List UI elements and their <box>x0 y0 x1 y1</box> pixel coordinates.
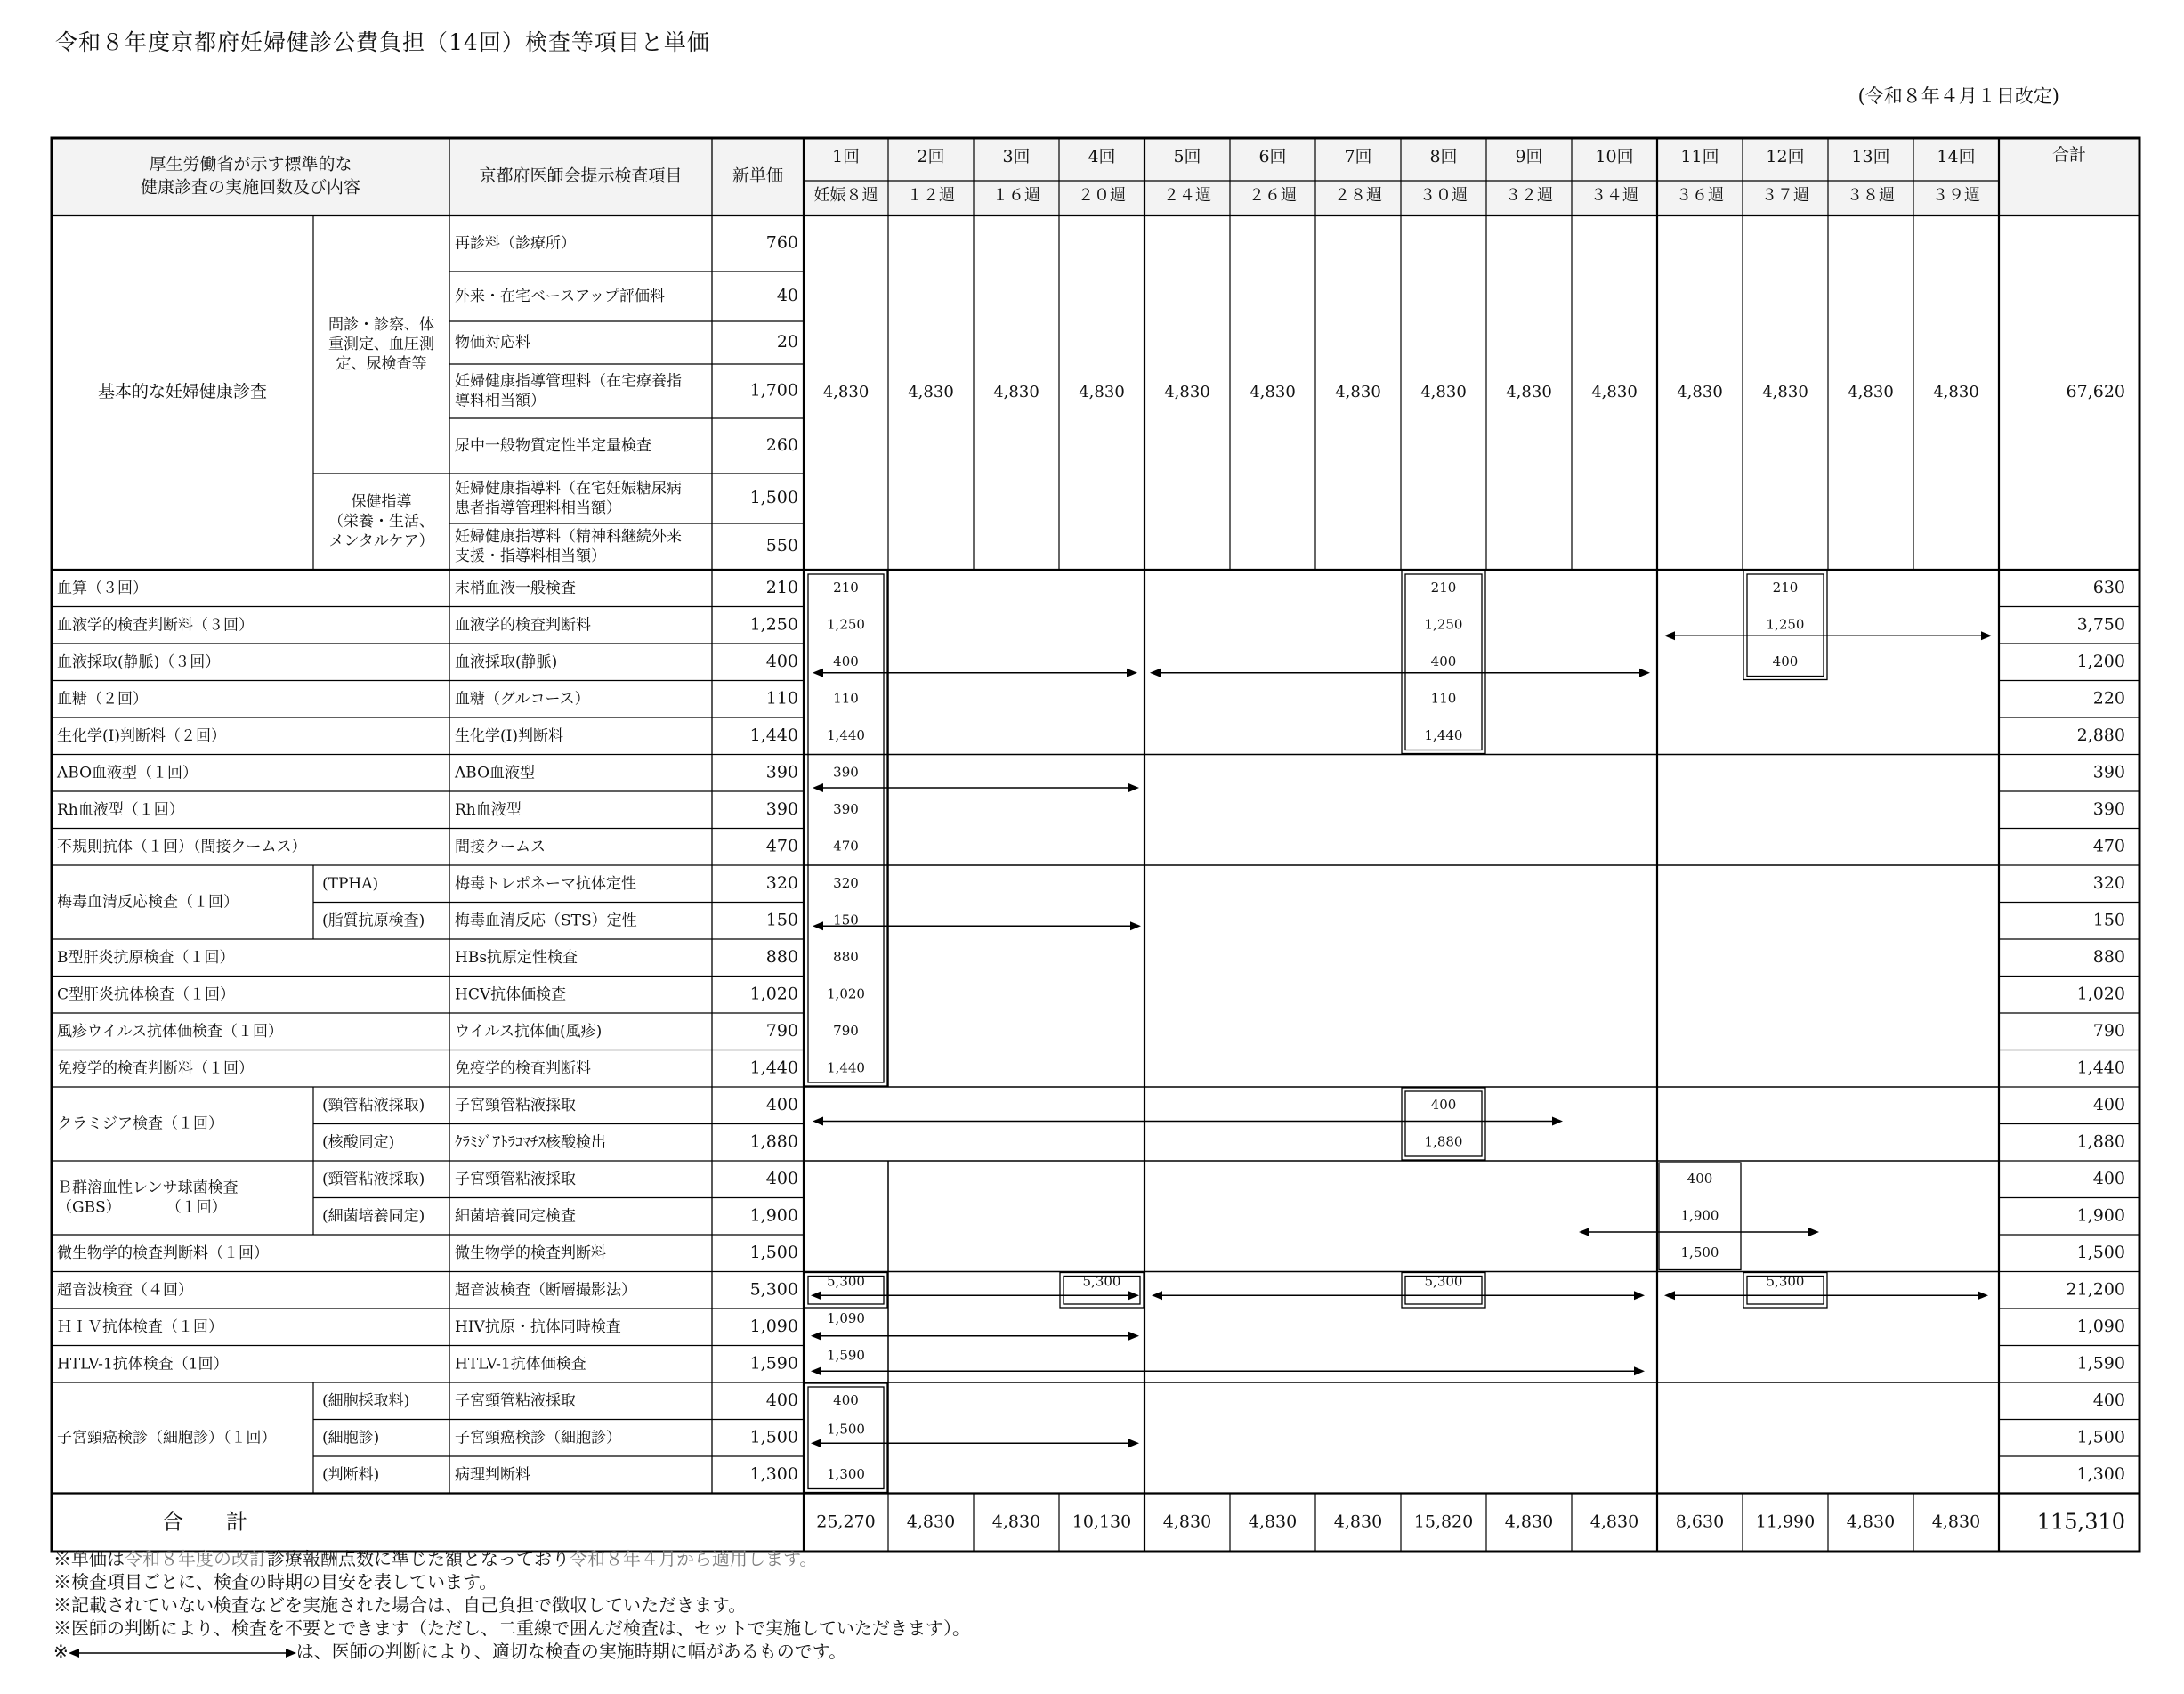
row-sub-label: (核酸同定) <box>322 1132 395 1151</box>
visit-cell-value: 1,250 <box>1766 616 1805 633</box>
row-sub-label: (細胞採取料) <box>322 1391 410 1410</box>
header-total: 合計 <box>2051 145 2087 165</box>
set-box-inner <box>808 574 884 1082</box>
row-total: 1,440 <box>2076 1058 2125 1078</box>
row-item: 血液学的検査判断料 <box>455 615 591 634</box>
header-week-2: １２週 <box>907 186 955 205</box>
visit-cell-value: 470 <box>833 838 859 855</box>
arrow-head-right <box>1127 669 1137 677</box>
row-price: 110 <box>765 688 798 709</box>
visit-cell-value: 1,250 <box>1424 616 1463 633</box>
basic-item-price: 260 <box>765 435 798 455</box>
visit-cell-value: 5,300 <box>1766 1273 1805 1290</box>
row-price: 470 <box>765 836 798 856</box>
arrow-head-right <box>1634 1291 1645 1300</box>
row-total: 2,880 <box>2076 725 2125 745</box>
sum-visit-12: 11,990 <box>1755 1512 1816 1532</box>
visit-cell-value: 390 <box>833 764 859 781</box>
row-price: 1,900 <box>749 1205 798 1226</box>
row-price: 1,500 <box>749 1242 798 1262</box>
sum-visit-10: 4,830 <box>1589 1512 1639 1532</box>
row-item: 細菌培養同定検査 <box>455 1206 576 1225</box>
row-sub-label: (判断料) <box>322 1465 380 1484</box>
row-price: 5,300 <box>749 1279 798 1300</box>
visit-cell-value: 400 <box>833 652 859 669</box>
row-item: 病理判断料 <box>455 1465 530 1484</box>
row-item: 血糖（グルコース） <box>455 689 590 708</box>
row-label: Rh血液型（１回） <box>57 800 184 819</box>
revision-date: (令和８年４月１日改定) <box>1857 85 2059 107</box>
sum-visit-5: 4,830 <box>1162 1512 1212 1532</box>
sum-visit-13: 4,830 <box>1846 1512 1896 1532</box>
note-5 <box>53 1640 970 1663</box>
page-title: 令和８年度京都府妊婦健診公費負担（14回）検査等項目と単価 <box>55 29 710 55</box>
row-price: 790 <box>765 1020 798 1041</box>
header-visit-11: 11回 <box>1680 147 1719 166</box>
row-total: 880 <box>2092 946 2125 967</box>
sum-visit-14: 4,830 <box>1931 1512 1981 1532</box>
sum-total: 115,310 <box>2036 1508 2125 1534</box>
row-total: 1,020 <box>2076 984 2125 1004</box>
basic-item-price: 1,700 <box>749 380 798 401</box>
basic-visit-value-6: 4,830 <box>1250 383 1296 401</box>
visit-cell-value: 150 <box>833 912 859 928</box>
header-week-6: ２６週 <box>1249 186 1297 205</box>
arrow-head-right <box>1978 1291 1988 1300</box>
header-visit-2: 2回 <box>917 147 945 166</box>
row-price: 320 <box>765 872 798 893</box>
visit-cell-value: 1,900 <box>1680 1207 1719 1224</box>
arrow-head-right <box>1634 1366 1645 1375</box>
row-item: 子宮頸管粘液採取 <box>455 1096 576 1114</box>
header-week-1: 妊娠８週 <box>813 186 878 205</box>
arrow-head-left <box>811 1291 821 1300</box>
visit-cell-value: 110 <box>833 690 859 707</box>
sum-visit-4: 10,130 <box>1072 1512 1132 1532</box>
visit-cell-value: 1,500 <box>1680 1244 1719 1260</box>
row-total: 630 <box>2092 577 2125 597</box>
arrow-head-left <box>813 669 823 677</box>
header-week-14: ３９週 <box>1932 186 1980 205</box>
row-item: HBs抗原定性検査 <box>455 948 578 967</box>
header-visit-3: 3回 <box>1002 147 1031 166</box>
row-price: 150 <box>765 910 798 930</box>
sum-visit-1: 25,270 <box>816 1512 876 1532</box>
visit-cell-value: 790 <box>833 1022 859 1039</box>
row-price: 1,500 <box>749 1427 798 1447</box>
header-visit-6: 6回 <box>1258 147 1287 166</box>
row-total: 390 <box>2092 798 2125 819</box>
basic-item-name: 再診料（診療所） <box>455 234 576 252</box>
row-sub-label: (頸管粘液採取) <box>322 1170 425 1188</box>
visit-cell-value: 880 <box>833 948 859 965</box>
row-label: クラミジア検査（１回） <box>57 1114 223 1132</box>
basic-item-price: 760 <box>765 232 798 253</box>
row-price: 390 <box>765 798 798 819</box>
header-price: 新単価 <box>732 166 784 186</box>
arrow-head-right <box>1130 921 1141 930</box>
arrow-head-right <box>1552 1117 1563 1126</box>
basic-visit-value-11: 4,830 <box>1677 383 1723 401</box>
sum-visit-8: 15,820 <box>1413 1512 1474 1532</box>
arrow-head-right <box>1128 1332 1139 1341</box>
header-week-9: ３２週 <box>1505 186 1553 205</box>
row-total: 400 <box>2092 1390 2125 1410</box>
row-item: 超音波検査（断層撮影法） <box>455 1280 636 1299</box>
row-sub-label: (脂質抗原検査) <box>322 911 425 929</box>
visit-cell-value: 400 <box>1430 652 1457 669</box>
row-price: 1,090 <box>749 1316 798 1336</box>
row-item: HCV抗体価検査 <box>455 985 567 1003</box>
sum-label: 合 計 <box>162 1508 247 1534</box>
header-visit-7: 7回 <box>1344 147 1372 166</box>
row-total: 1,590 <box>2076 1353 2125 1374</box>
visit-cell-value: 210 <box>1772 579 1799 596</box>
arrow-head-right <box>1128 1439 1139 1447</box>
row-label: HTLV-1抗体検査（1回） <box>57 1354 229 1373</box>
row-item: 血液採取(静脈) <box>455 652 558 671</box>
basic-visit-value-9: 4,830 <box>1506 383 1552 401</box>
arrow-head-left <box>1664 1291 1675 1300</box>
header-visit-13: 13回 <box>1851 147 1890 166</box>
header-week-7: ２８週 <box>1334 186 1382 205</box>
basic-item-price: 1,500 <box>749 488 798 507</box>
visit-cell-value: 1,300 <box>827 1465 865 1482</box>
row-price: 1,440 <box>749 1058 798 1078</box>
basic-item-name: 妊婦健康指導管理料（在宅療養指導料相当額） <box>455 372 682 409</box>
header-week-3: １６週 <box>992 186 1040 205</box>
visit-cell-value: 210 <box>833 579 859 596</box>
row-label: ＨＩＶ抗体検査（１回） <box>57 1317 223 1336</box>
row-price: 1,440 <box>749 725 798 745</box>
footnotes <box>53 1547 970 1663</box>
header-week-11: ３６週 <box>1676 186 1724 205</box>
header-mhlw-items: 厚生労働省が示す標準的な健康診査の実施回数及び内容 <box>140 154 361 198</box>
visit-cell-value: 1,590 <box>827 1347 865 1364</box>
header-visit-10: 10回 <box>1595 147 1634 166</box>
row-total: 1,200 <box>2076 651 2125 671</box>
row-label: 子宮頸癌検診（細胞診）（１回） <box>57 1428 277 1447</box>
visit-cell-value: 1,440 <box>827 1059 865 1076</box>
row-price: 1,590 <box>749 1353 798 1374</box>
row-total: 1,090 <box>2076 1316 2125 1336</box>
visit-cell-value: 1,020 <box>827 985 865 1002</box>
row-label: 免疫学的検査判断料（１回） <box>57 1058 254 1077</box>
arrow-head-right <box>1128 783 1139 792</box>
arrow-head-right <box>1639 669 1650 677</box>
range-arrow-legend-icon <box>69 1649 296 1658</box>
visit-cell-value: 1,440 <box>827 726 865 743</box>
basic-visit-value-4: 4,830 <box>1079 383 1125 401</box>
visit-cell-value: 390 <box>833 800 859 817</box>
sum-visit-3: 4,830 <box>991 1512 1041 1532</box>
basic-item-name: 妊婦健康指導料（精神科継続外来支援・指導料相当額） <box>455 527 682 565</box>
basic-exam-label: 基本的な妊婦健康診査 <box>97 382 268 401</box>
row-sub-label: (細菌培養同定) <box>322 1206 425 1225</box>
basic-item-name: 妊婦健康指導料（在宅妊娠糖尿病患者指導管理料相当額） <box>455 479 682 517</box>
row-label: 超音波検査（４回） <box>57 1280 193 1299</box>
note-1-c: 診療報酬点数に準じた額となっており <box>267 1548 570 1569</box>
row-price: 390 <box>765 762 798 782</box>
header-week-12: ３７週 <box>1761 186 1809 205</box>
row-item: ウイルス抗体価(風疹) <box>455 1022 603 1041</box>
row-price: 400 <box>765 1168 798 1188</box>
visit-cell-value: 5,300 <box>1082 1273 1121 1290</box>
row-total: 400 <box>2092 1168 2125 1188</box>
row-label: 血液学的検査判断料（３回） <box>57 615 254 634</box>
visit-cell-value: 400 <box>1430 1096 1457 1113</box>
note-1-b: 令和８年度の改訂 <box>125 1548 267 1569</box>
row-total: 390 <box>2092 762 2125 782</box>
header-visit-1: 1回 <box>831 147 861 166</box>
note-1-d: 令和８年４月から適用します。 <box>570 1548 818 1569</box>
row-item: 子宮頸管粘液採取 <box>455 1170 576 1188</box>
arrow-head-right <box>1808 1228 1819 1236</box>
row-total: 470 <box>2092 836 2125 856</box>
note-5-a: ※ <box>53 1641 69 1662</box>
header-week-10: ３４週 <box>1590 186 1638 205</box>
header-visit-5: 5回 <box>1173 147 1201 166</box>
row-label: 不規則抗体（１回）（間接クームス） <box>57 837 307 855</box>
arrow-head-right <box>1981 631 1992 640</box>
sum-visit-9: 4,830 <box>1504 1512 1554 1532</box>
arrow-head-left <box>1150 669 1161 677</box>
arrow-head-right <box>1128 1291 1139 1300</box>
basic-item-price: 550 <box>765 536 798 555</box>
sum-visit-7: 4,830 <box>1333 1512 1383 1532</box>
note-1-a: ※単価は <box>53 1548 125 1569</box>
row-label: 血算（３回） <box>57 579 148 597</box>
row-total: 1,300 <box>2076 1463 2125 1484</box>
row-label: Ｂ群溶血性レンサ球菌検査（GBS） （１回） <box>57 1179 239 1216</box>
visit-cell-value: 110 <box>1430 690 1457 707</box>
note-5-b: は、医師の判断により、適切な検査の実施時期に幅があるものです。 <box>295 1641 847 1662</box>
visit-cell-value: 400 <box>833 1391 859 1408</box>
basic-visit-value-2: 4,830 <box>908 383 954 401</box>
row-item: Rh血液型 <box>455 800 522 819</box>
row-item: 子宮頸癌検診（細胞診） <box>455 1428 621 1447</box>
row-item: 梅毒血清反応（STS）定性 <box>455 911 637 929</box>
row-price: 880 <box>765 946 798 967</box>
row-total: 790 <box>2092 1020 2125 1041</box>
arrow-head-left <box>1152 1291 1162 1300</box>
row-item: ｸﾗﾐｼﾞｱﾄﾗｺﾏﾁｽ核酸検出 <box>455 1132 606 1151</box>
header-week-13: ３８週 <box>1847 186 1895 205</box>
row-price: 1,020 <box>749 984 798 1004</box>
header-kyoto-items: 京都府医師会提示検査項目 <box>479 166 683 186</box>
visit-cell-value: 320 <box>833 874 859 891</box>
row-price: 1,880 <box>749 1131 798 1152</box>
basic-visit-value-3: 4,830 <box>993 383 1039 401</box>
row-total: 1,900 <box>2076 1205 2125 1226</box>
row-label: 血液採取(静脈)（３回） <box>57 652 221 671</box>
sum-visit-11: 8,630 <box>1675 1512 1725 1532</box>
header-visit-12: 12回 <box>1766 147 1805 166</box>
basic-total: 67,620 <box>2066 382 2125 401</box>
row-sub-label: (頸管粘液採取) <box>322 1096 425 1114</box>
row-total: 150 <box>2092 910 2125 930</box>
note-4: ※医師の判断により、検査を不要とできます（ただし、二重線で囲んだ検査は、セットで実施していただきます）。 <box>53 1617 970 1639</box>
row-price: 400 <box>765 1390 798 1410</box>
arrow-head-left <box>1579 1228 1589 1236</box>
visit-cell-value: 400 <box>1772 652 1799 669</box>
basic-item-price: 40 <box>776 286 798 305</box>
basic-visit-value-13: 4,830 <box>1848 383 1894 401</box>
row-item: 末梢血液一般検査 <box>455 579 576 597</box>
row-sub-label: (細胞診) <box>322 1428 380 1447</box>
row-price: 400 <box>765 1094 798 1114</box>
visit-cell-value: 1,880 <box>1424 1133 1463 1150</box>
basic-item-name: 物価対応料 <box>455 333 530 352</box>
row-price: 210 <box>765 577 798 597</box>
visit-cell-value: 5,300 <box>827 1273 865 1290</box>
basic-sub-consultation: 問診・診察、体重測定、血圧測定、尿検査等 <box>328 315 434 373</box>
note-2: ※検査項目ごとに、検査の時期の目安を表しています。 <box>53 1571 497 1593</box>
basic-sub-guidance: 保健指導（栄養・生活、メンタルケア） <box>328 492 434 550</box>
basic-item-name: 尿中一般物質定性半定量検査 <box>455 436 651 455</box>
row-total: 320 <box>2092 872 2125 893</box>
arrow-head-left <box>813 1117 823 1126</box>
visit-cell-value: 400 <box>1687 1170 1713 1187</box>
row-label: 微生物学的検査判断料（１回） <box>57 1244 269 1262</box>
arrow-head-left <box>811 1366 821 1375</box>
visit-cell-value: 1,500 <box>827 1421 865 1438</box>
row-label: B型肝炎抗原検査（１回） <box>57 948 235 967</box>
row-item: 生化学(Ⅰ)判断料 <box>455 726 563 745</box>
row-total: 3,750 <box>2076 614 2125 635</box>
row-total: 21,200 <box>2066 1279 2125 1300</box>
row-total: 220 <box>2092 688 2125 709</box>
row-total: 1,500 <box>2076 1242 2125 1262</box>
visit-cell-value: 1,090 <box>827 1310 865 1326</box>
basic-visit-value-7: 4,830 <box>1335 383 1381 401</box>
header-visit-8: 8回 <box>1429 147 1458 166</box>
row-item: 免疫学的検査判断料 <box>455 1058 591 1077</box>
visit-cell-value: 210 <box>1430 579 1457 596</box>
sum-visit-6: 4,830 <box>1248 1512 1298 1532</box>
note-3: ※記載されていない検査などを実施された場合は、自己負担で徴収していただきます。 <box>53 1594 747 1616</box>
header-visit-4: 4回 <box>1088 147 1116 166</box>
arrow-head-left <box>813 921 823 930</box>
arrow-head-left <box>811 1439 821 1447</box>
arrow-head-left <box>813 783 823 792</box>
row-item: 微生物学的検査判断料 <box>455 1244 606 1262</box>
header-visit-9: 9回 <box>1515 147 1543 166</box>
basic-visit-value-5: 4,830 <box>1164 383 1210 401</box>
header-week-4: ２０週 <box>1078 186 1126 205</box>
row-price: 400 <box>765 651 798 671</box>
row-label: 生化学(Ⅰ)判断料（２回） <box>57 726 226 745</box>
row-item: 間接クームス <box>455 837 546 855</box>
row-item: 子宮頸管粘液採取 <box>455 1391 576 1410</box>
basic-item-name: 外来・在宅ベースアップ評価料 <box>455 287 665 305</box>
row-label: ABO血液型（１回） <box>57 763 198 782</box>
visit-cell-value: 1,250 <box>827 616 865 633</box>
set-box-first-visit <box>805 571 887 1086</box>
row-total: 1,880 <box>2076 1131 2125 1152</box>
visit-cell-value: 1,440 <box>1424 726 1463 743</box>
visit-cell-value: 5,300 <box>1424 1273 1463 1290</box>
arrow-head-left <box>1664 631 1675 640</box>
basic-visit-value-14: 4,830 <box>1933 383 1979 401</box>
row-item: HTLV-1抗体価検査 <box>455 1354 586 1373</box>
row-item: 梅毒トレポネーマ抗体定性 <box>455 874 636 893</box>
basic-visit-value-8: 4,830 <box>1420 383 1467 401</box>
header-week-5: ２４週 <box>1163 186 1211 205</box>
row-price: 1,300 <box>749 1463 798 1484</box>
row-label: 梅毒血清反応検査（１回） <box>57 893 239 911</box>
row-sub-label: (TPHA) <box>322 874 379 893</box>
row-total: 400 <box>2092 1094 2125 1114</box>
row-label: 風疹ウイルス抗体価検査（１回） <box>57 1022 283 1041</box>
row-price: 1,250 <box>749 614 798 635</box>
row-item: ABO血液型 <box>455 763 536 782</box>
header-week-8: ３０週 <box>1420 186 1468 205</box>
header-visit-14: 14回 <box>1937 147 1976 166</box>
note-1 <box>53 1547 970 1570</box>
row-label: C型肝炎抗体検査（１回） <box>57 985 236 1003</box>
basic-visit-value-12: 4,830 <box>1762 383 1808 401</box>
basic-visit-value-1: 4,830 <box>822 383 870 401</box>
row-item: HIV抗原・抗体同時検査 <box>455 1317 621 1336</box>
row-label: 血糖（２回） <box>57 689 148 708</box>
row-total: 1,500 <box>2076 1427 2125 1447</box>
basic-item-price: 20 <box>776 332 798 352</box>
arrow-head-left <box>811 1332 821 1341</box>
basic-visit-value-10: 4,830 <box>1591 383 1638 401</box>
sum-visit-2: 4,830 <box>906 1512 956 1532</box>
